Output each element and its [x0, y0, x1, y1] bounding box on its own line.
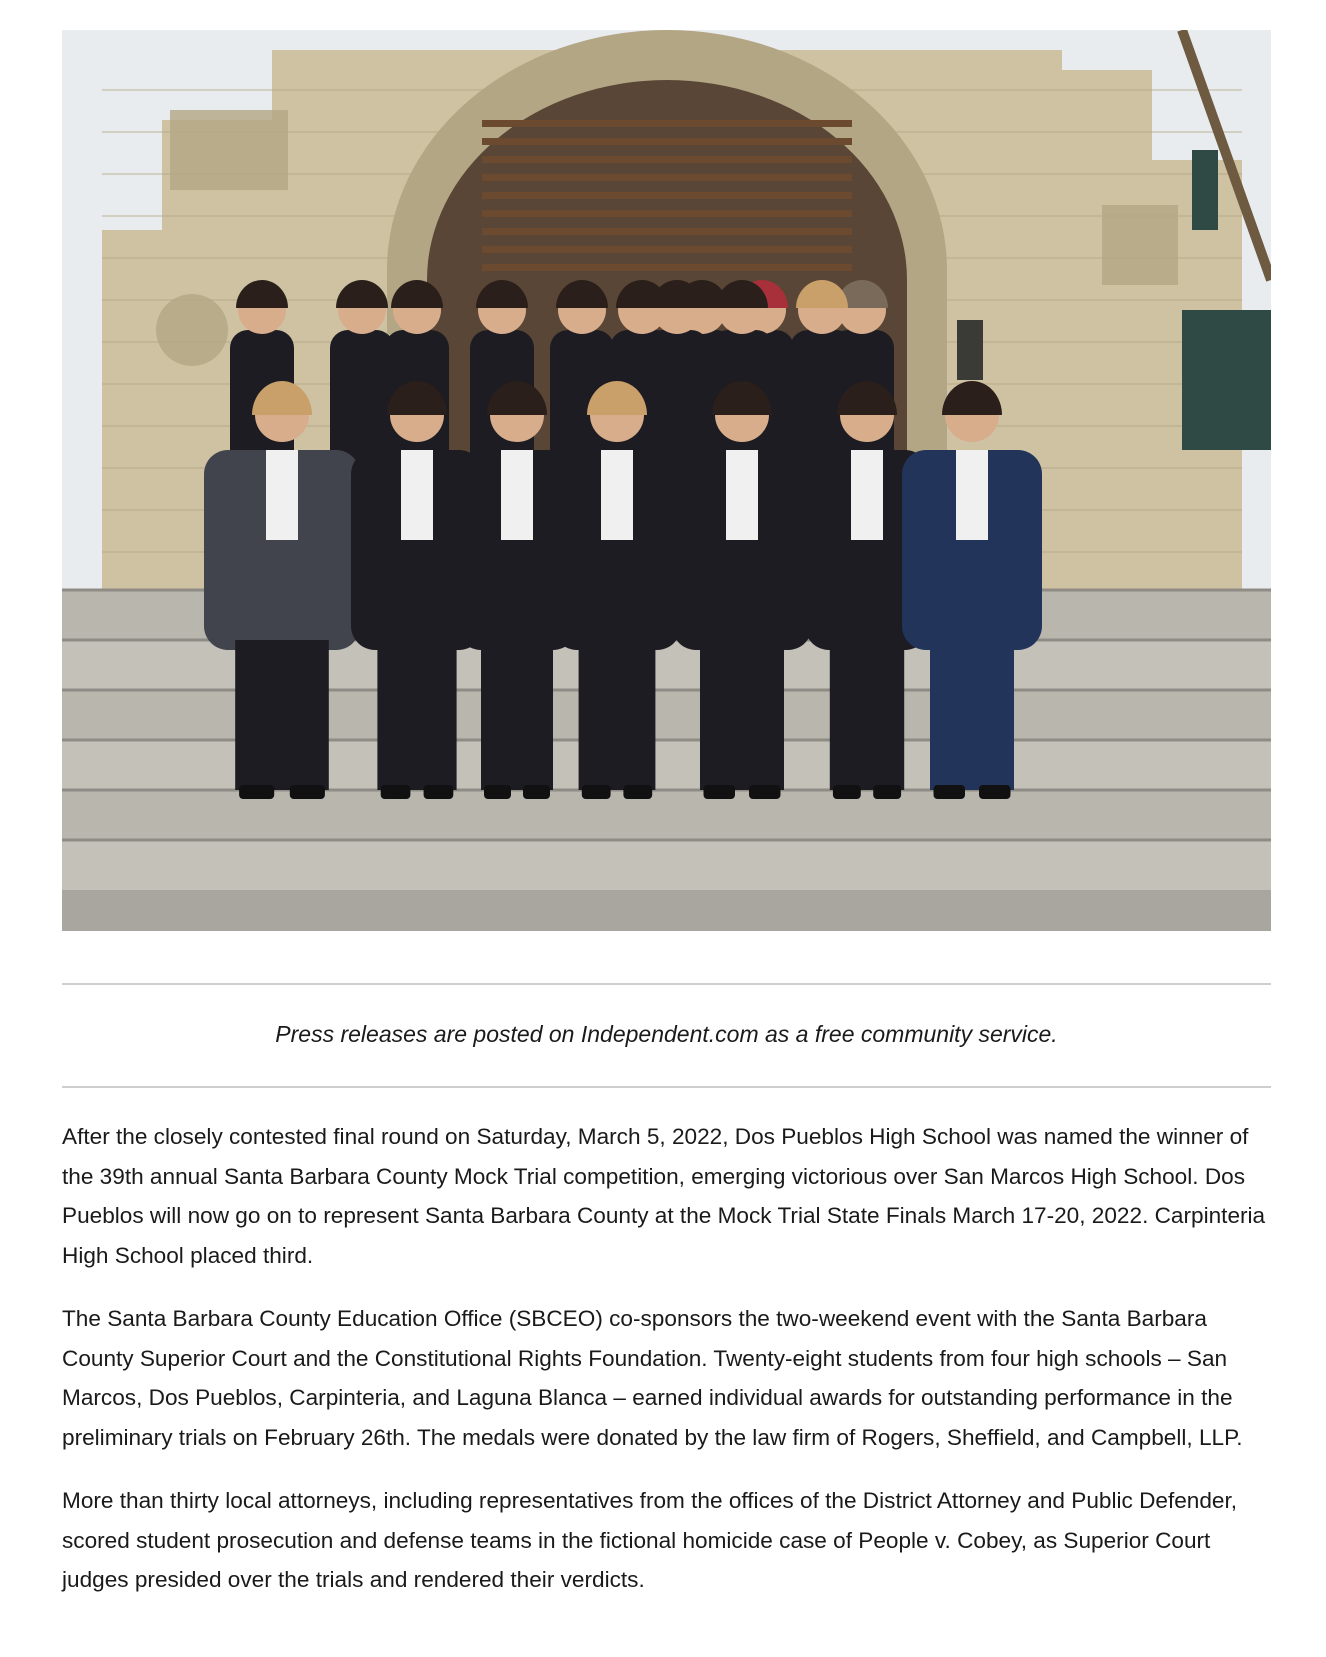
group-photo	[62, 30, 1271, 931]
article-paragraph: After the closely contested final round on Saturday, March 5, 2022, Dos Pueblos High School was named the winner of the 39th annual Santa Barbara County Mock Trial competition, emerging victorious over San Marcos High School. Dos Pueblos will now go on to represent Santa Barbara County at the Mock Trial State Finals March 17-20, 2022. Carpinteria High School placed third.	[62, 1124, 1266, 1268]
student-trousers	[930, 640, 1014, 790]
plaza-pavement	[62, 890, 1271, 931]
ceiling-beam	[482, 138, 852, 145]
ceiling-beam	[482, 264, 852, 271]
shoe	[381, 785, 411, 799]
shoe	[424, 785, 454, 799]
lion-carving	[1102, 205, 1178, 285]
shirt	[956, 450, 988, 540]
courthouse-steps-photo	[62, 30, 1271, 931]
shirt	[266, 450, 298, 540]
shoe	[934, 785, 966, 799]
shoe	[623, 785, 652, 799]
window-grille	[1182, 310, 1271, 450]
press-release-note: Press releases are posted on Independent.com as a free community service.	[275, 1021, 1058, 1047]
shoe	[749, 785, 781, 799]
divider-bottom	[62, 1086, 1271, 1088]
shirt	[401, 450, 433, 540]
student-trousers	[579, 640, 656, 790]
medallion-carving	[156, 294, 228, 366]
stair-step	[62, 840, 1271, 890]
shoe	[239, 785, 274, 799]
ceiling-beam	[482, 192, 852, 199]
shoe	[979, 785, 1011, 799]
shoe	[484, 785, 511, 799]
divider-top	[62, 983, 1271, 985]
shoe	[582, 785, 611, 799]
lantern	[957, 320, 983, 380]
window	[1192, 150, 1218, 230]
ceiling-beam	[482, 156, 852, 163]
ceiling-beam	[482, 174, 852, 181]
shoe	[523, 785, 550, 799]
shoe	[873, 785, 901, 799]
article-paragraph: The Santa Barbara County Education Office (SBCEO) co-sponsors the two-weekend event with the Santa Barbara County Superior Court and the Constitutional Rights Foundation. Twenty-eight students from four high schools – San Marcos, Dos Pueblos, Carpinteria, and Laguna Blanca – earned individual awards for outstanding performance in the preliminary trials on February 26th. The medals were donated by the law firm of Rogers, Sheffield, and Campbell, LLP.	[62, 1306, 1243, 1450]
shirt	[726, 450, 758, 540]
student-trousers	[700, 640, 784, 790]
ceiling-beam	[482, 228, 852, 235]
shirt	[851, 450, 883, 540]
ceiling-beam	[482, 246, 852, 253]
shoe	[833, 785, 861, 799]
student-trousers	[235, 640, 329, 790]
shoe	[704, 785, 736, 799]
ceiling-beam	[482, 210, 852, 217]
shirt	[601, 450, 633, 540]
article-paragraph: More than thirty local attorneys, including representatives from the offices of the District Attorney and Public Defender, scored student prosecution and defense teams in the fictional homicide case of People v. Cobey, as Superior Court judges presided over the trials and rendered their verdicts.	[62, 1488, 1238, 1592]
student-trousers	[377, 640, 456, 790]
student-trousers	[481, 640, 553, 790]
relief-carving	[170, 110, 288, 190]
article-body	[62, 1117, 1277, 1624]
ceiling-beam	[482, 120, 852, 127]
shirt	[501, 450, 533, 540]
student-trousers	[830, 640, 904, 790]
shoe	[290, 785, 325, 799]
